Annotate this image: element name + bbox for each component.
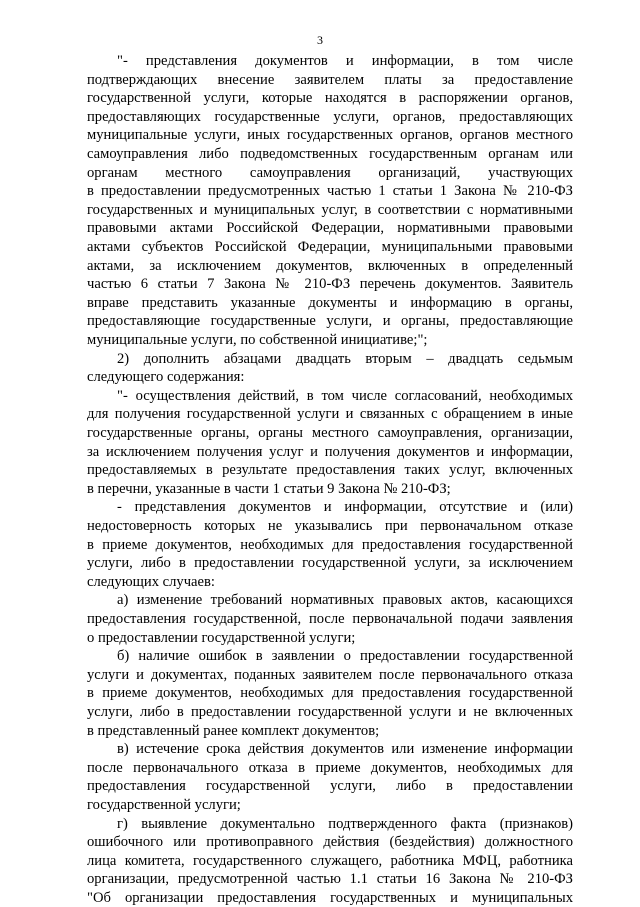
text-line: правовыми актами Российской Федерации, нормативными правовыми [87,220,573,237]
text-line: актами, за исключением документов, включенных в определенный [87,257,573,274]
text-line: недостоверность которых не указывались при первоначальном отказе [87,518,573,534]
text-line: частью 6 статьи 7 Закона № 210-ФЗ перечень документов. Заявитель [87,276,573,293]
text-line: услуги, либо в предоставлении государственной услуги и не включенных [87,704,573,720]
text-line: следующих случаев: [87,573,215,590]
text-line: органам местного самоуправления организаций, участвующих [87,164,573,181]
text-line: "Об организации предоставления государственных и муниципальных [87,890,573,906]
text-line: в представленный ранее комплект документов; [87,722,380,739]
page-number: 3 [317,33,323,47]
text-line: организации, предусмотренной частью 1.1 статьи 16 Закона № 210-ФЗ [87,871,573,888]
text-line: актами субъектов Российской Федерации, муниципальными правовыми [87,239,573,255]
text-line: после первоначального отказа в приеме документов, необходимых для [87,759,573,776]
text-line: о предоставлении государственной услуги; [87,629,356,646]
text-line: следующего содержания: [87,369,245,386]
text-line: 2) дополнить абзацами двадцать вторым – двадцать седьмым [117,350,573,367]
text-line: б) наличие ошибок в заявлении о предоставлении государственной [117,648,573,665]
text-line: для получения государственной услуги и связанных с обращением в иные [87,406,573,423]
text-line: государственной услуги; [87,797,241,813]
text-line: государственные органы, органы местного самоуправления, организации, [87,425,573,441]
text-line: в приеме документов, необходимых для предоставления государственной [87,685,573,702]
text-line: услуги, либо в предоставлении государственной услуги, за исключением [87,555,573,572]
text-line: предоставляющие государственные услуги, и органы, предоставляющие [87,313,573,330]
text-line: услуги и документах, поданных заявителем после первоначального отказа [87,666,573,683]
text-line: за исключением получения услуг и получения документов и информации, [87,443,573,460]
text-line: предоставляемых в результате предоставления таких услуг, включенных [87,462,573,479]
text-line: в приеме документов, необходимых для предоставления государственной [87,536,573,553]
text-line: муниципальные услуги, иных государственных органов, органов местного [87,127,573,144]
text-line: вправе представить указанные документы и информацию в органы, [87,294,573,311]
text-line: лица комитета, государственного служащего, работника МФЦ, работника [87,852,573,869]
text-line: в перечни, указанные в части 1 статьи 9 Закона № 210-ФЗ; [87,480,451,497]
text-line: - представления документов и информации, отсутствие и (или) [117,499,573,516]
text-line: предоставления государственной, после первоначальной подачи заявления [87,611,573,627]
text-line: государственных и муниципальных услуг, в соответствии с нормативными [87,201,573,218]
text-line: муниципальные услуги, по собственной инициативе;"; [87,332,428,348]
text-line: предоставляющих государственные услуги, органов, предоставляющих [87,108,573,125]
text-line: подтверждающих внесение заявителем платы за предоставление [87,71,573,88]
text-line: государственной услуги, которые находятся в распоряжении органов, [87,90,573,107]
text-line: самоуправления либо подведомственных государственным органам или [87,146,573,162]
text-line: предоставления государственной услуги, либо в предоставлении [87,778,573,795]
text-line: ошибочного или противоправного действия (бездействия) должностного [87,834,573,851]
text-line: г) выявление документально подтвержденного факта (признаков) [117,815,573,832]
text-line: в предоставлении предусмотренных частью 1 статьи 1 Закона № 210-ФЗ [87,183,573,200]
text-line: а) изменение требований нормативных правовых актов, касающихся [117,592,573,609]
text-line: в) истечение срока действия документов или изменение информации [117,741,573,758]
text-line: "- осуществления действий, в том числе согласований, необходимых [117,387,573,404]
text-line: "- представления документов и информации, в том числе [117,53,573,69]
